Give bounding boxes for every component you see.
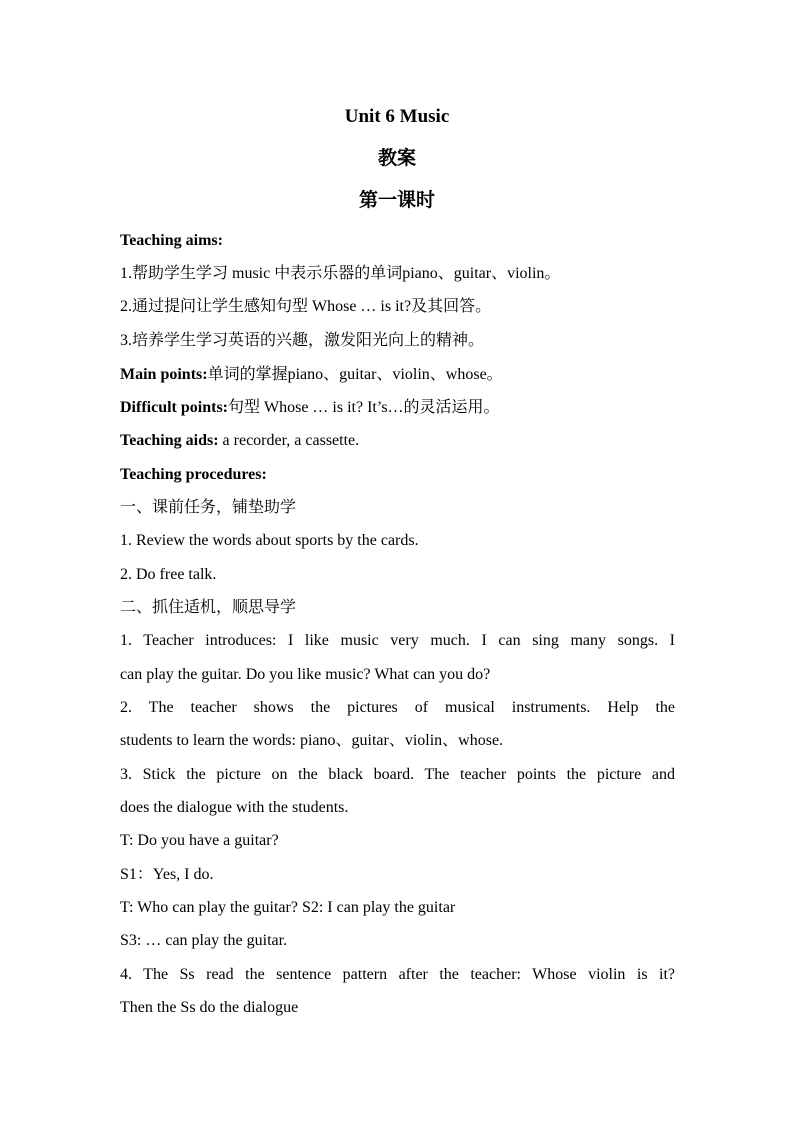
step-1-item-2: 2. Do free talk. xyxy=(120,566,217,583)
dialogue-line-2: S1：Yes, I do. xyxy=(120,866,214,883)
main-points-label: Main points: xyxy=(120,366,208,383)
aim-1: 1.帮助学生学习 music 中表示乐器的单词piano、guitar、violin。 xyxy=(120,265,561,282)
document-type-title: 教案 xyxy=(377,148,416,169)
teaching-aids xyxy=(120,430,675,452)
period-title: 第一课时 xyxy=(358,190,435,211)
difficult-points-label: Difficult points: xyxy=(120,399,228,416)
step-1-heading: 一、课前任务，铺垫助学 xyxy=(120,499,297,516)
aim-3: 3.培养学生学习英语的兴趣，激发阳光向上的精神。 xyxy=(120,332,485,349)
teaching-aids-label: Teaching aids: xyxy=(120,432,219,449)
difficult-points xyxy=(120,397,675,419)
difficult-points-text: 句型 Whose … is it? It’s…的灵活运用。 xyxy=(228,399,500,416)
step-2-item-4-line-2: Then the Ss do the dialogue xyxy=(120,999,299,1016)
step-1-item-1: 1. Review the words about sports by the cards. xyxy=(120,532,419,549)
dialogue-line-4: S3: … can play the guitar. xyxy=(120,932,288,949)
step-2-item-1-line-2: can play the guitar. Do you like music? What can you do? xyxy=(120,666,491,683)
step-2-item-4-line-1: 4. The Ss read the sentence pattern after the teacher: Whose violin is it? xyxy=(120,966,675,983)
step-2-item-3-line-2: does the dialogue with the students. xyxy=(120,799,349,816)
dialogue-line-3: T: Who can play the guitar? S2: I can play the guitar xyxy=(120,899,456,916)
step-2-item-2-line-1: 2. The teacher shows the pictures of musical instruments. Help the xyxy=(120,699,675,716)
aim-2: 2.通过提问让学生感知句型 Whose … is it?及其回答。 xyxy=(120,298,492,315)
step-2-item-1-line-1: 1. Teacher introduces: I like music very much. I can sing many songs. I xyxy=(120,632,675,649)
main-points xyxy=(120,364,675,386)
teaching-aids-text: a recorder, a cassette. xyxy=(218,432,360,449)
step-2-item-2-line-2: students to learn the words: piano、guitar、violin、whose. xyxy=(120,732,504,749)
teaching-aims-label: Teaching aims: xyxy=(120,232,223,249)
main-points-text: 单词的掌握piano、guitar、violin、whose。 xyxy=(207,366,503,383)
step-2-heading: 二、抓住适机，顺思导学 xyxy=(120,599,297,616)
unit-title: Unit 6 Music xyxy=(344,106,450,127)
step-2-item-3-line-1: 3. Stick the picture on the black board. The teacher points the picture and xyxy=(120,766,675,783)
teaching-procedures-label: Teaching procedures: xyxy=(120,466,267,483)
dialogue-line-1: T: Do you have a guitar? xyxy=(120,832,279,849)
